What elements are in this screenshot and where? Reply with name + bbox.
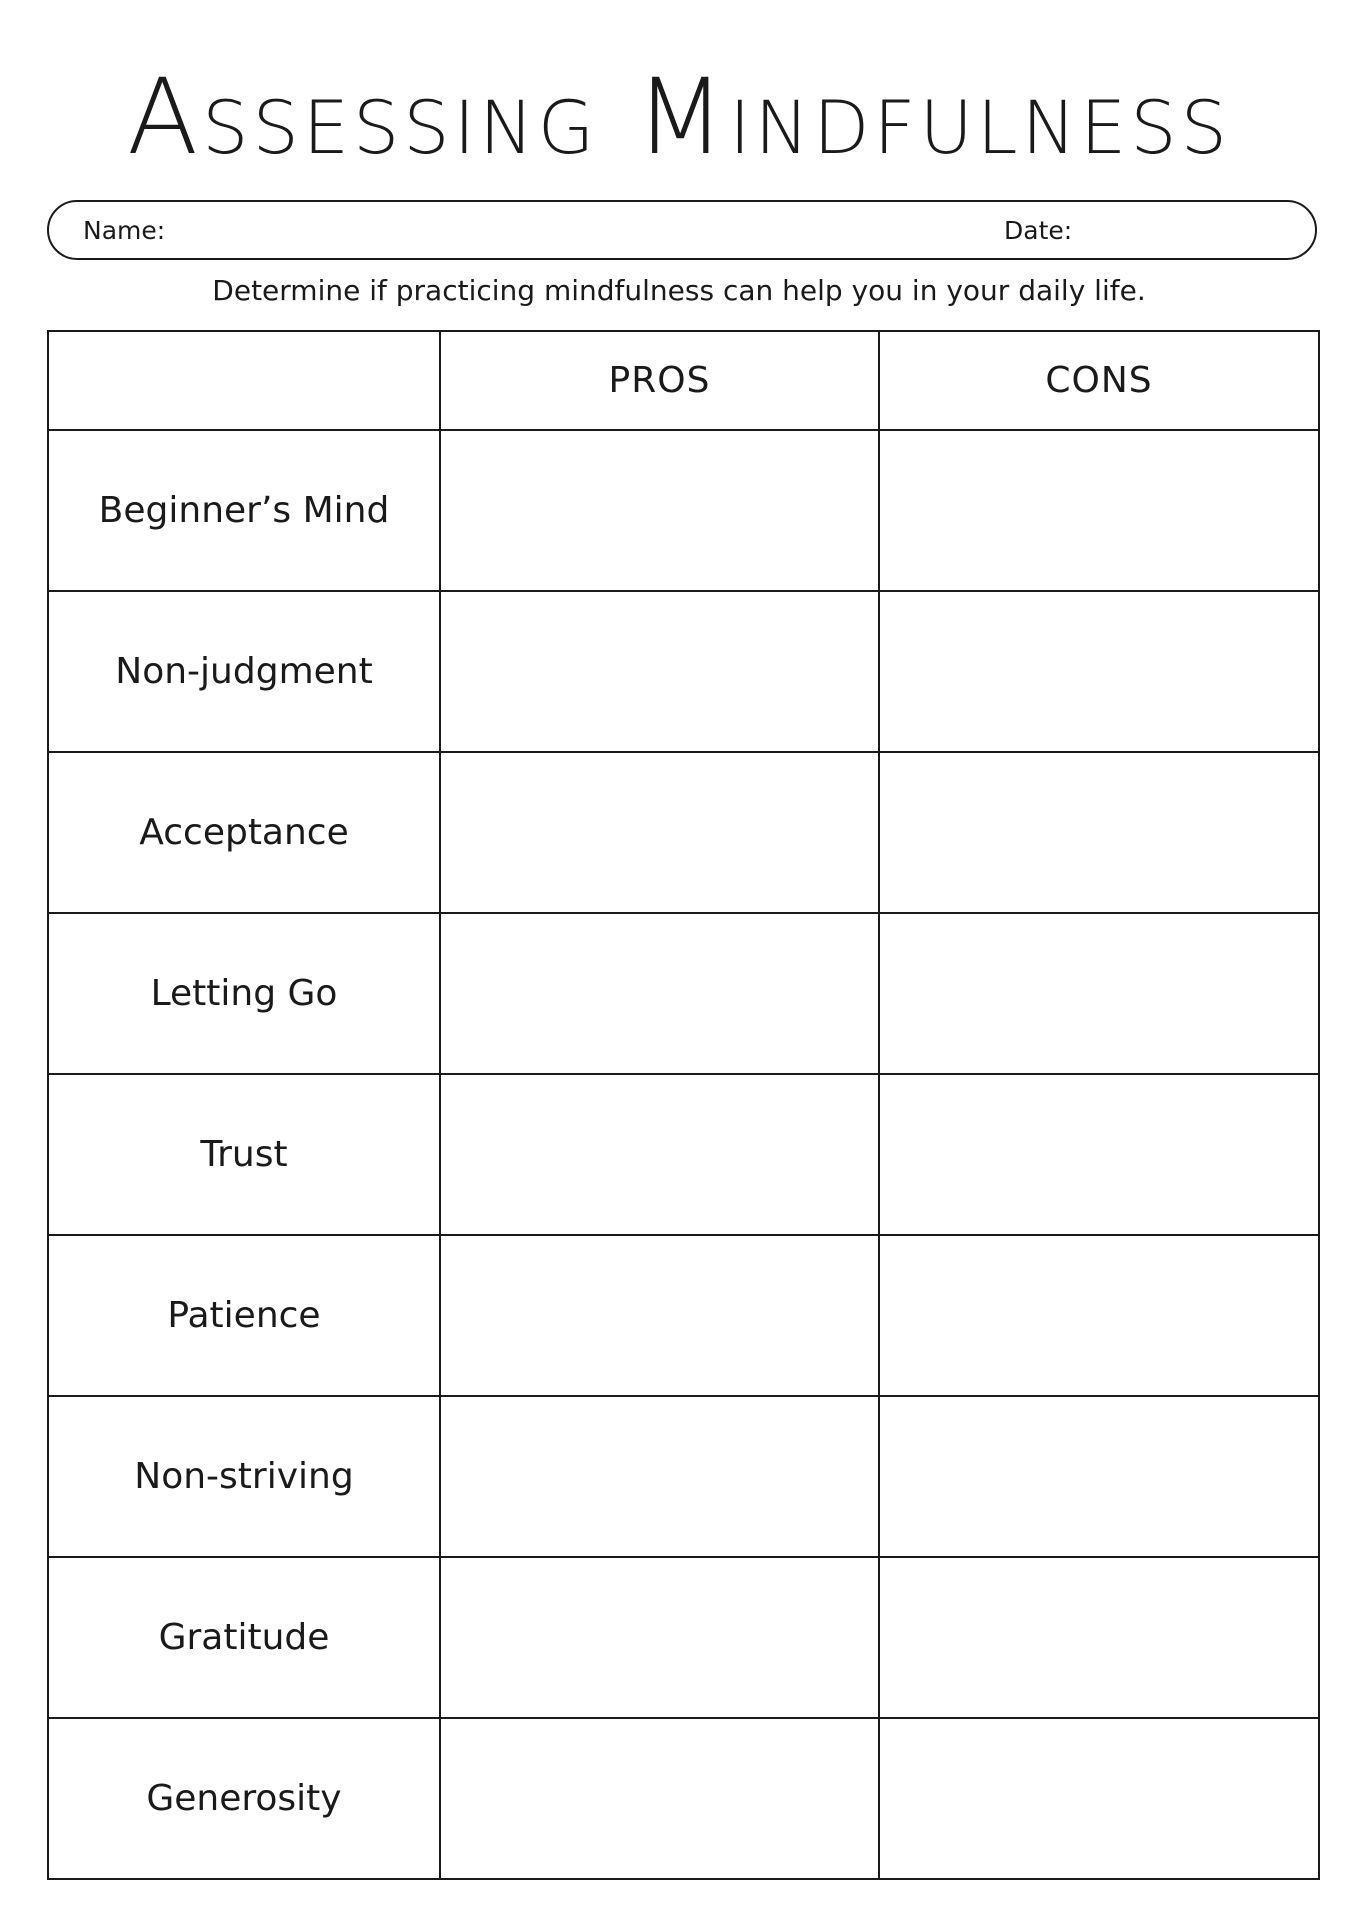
cons-cell[interactable] (879, 752, 1319, 913)
cons-cell[interactable] (879, 430, 1319, 591)
table-row (48, 1235, 1319, 1396)
row-label: Generosity (48, 1718, 440, 1879)
cons-cell[interactable] (879, 1396, 1319, 1557)
row-label: Gratitude (48, 1557, 440, 1718)
pros-cell[interactable] (440, 913, 879, 1074)
name-date-bar (47, 200, 1317, 260)
table-row (48, 1718, 1319, 1879)
row-label: Acceptance (48, 752, 440, 913)
row-label: Non-striving (48, 1396, 440, 1557)
table-row (48, 1074, 1319, 1235)
cons-cell[interactable] (879, 1557, 1319, 1718)
header-pros: PROS (440, 331, 879, 430)
row-label: Trust (48, 1074, 440, 1235)
pros-cell[interactable] (440, 430, 879, 591)
pros-cell[interactable] (440, 1235, 879, 1396)
table-row (48, 1396, 1319, 1557)
table-row (48, 591, 1319, 752)
table-row (48, 752, 1319, 913)
pros-cons-table (47, 330, 1320, 1880)
row-label: Non-judgment (48, 591, 440, 752)
cons-cell[interactable] (879, 1074, 1319, 1235)
date-field[interactable]: Date: (1004, 216, 1073, 245)
table-header-row (48, 331, 1319, 430)
pros-cell[interactable] (440, 1718, 879, 1879)
instructions-text: Determine if practicing mindfulness can help you in your daily life. (212, 274, 1146, 307)
pros-cell[interactable] (440, 591, 879, 752)
table-row (48, 1557, 1319, 1718)
row-label: Beginner’s Mind (48, 430, 440, 591)
row-label: Letting Go (48, 913, 440, 1074)
row-label: Patience (48, 1235, 440, 1396)
header-blank (48, 331, 440, 430)
cons-cell[interactable] (879, 1718, 1319, 1879)
table-row (48, 913, 1319, 1074)
cons-cell[interactable] (879, 913, 1319, 1074)
page-title: Assessing Mindfulness (127, 56, 1231, 178)
pros-cell[interactable] (440, 1557, 879, 1718)
cons-cell[interactable] (879, 591, 1319, 752)
name-field[interactable]: Name: (83, 216, 166, 245)
pros-cell[interactable] (440, 752, 879, 913)
header-cons: CONS (879, 331, 1319, 430)
table-row (48, 430, 1319, 591)
pros-cell[interactable] (440, 1396, 879, 1557)
cons-cell[interactable] (879, 1235, 1319, 1396)
pros-cell[interactable] (440, 1074, 879, 1235)
